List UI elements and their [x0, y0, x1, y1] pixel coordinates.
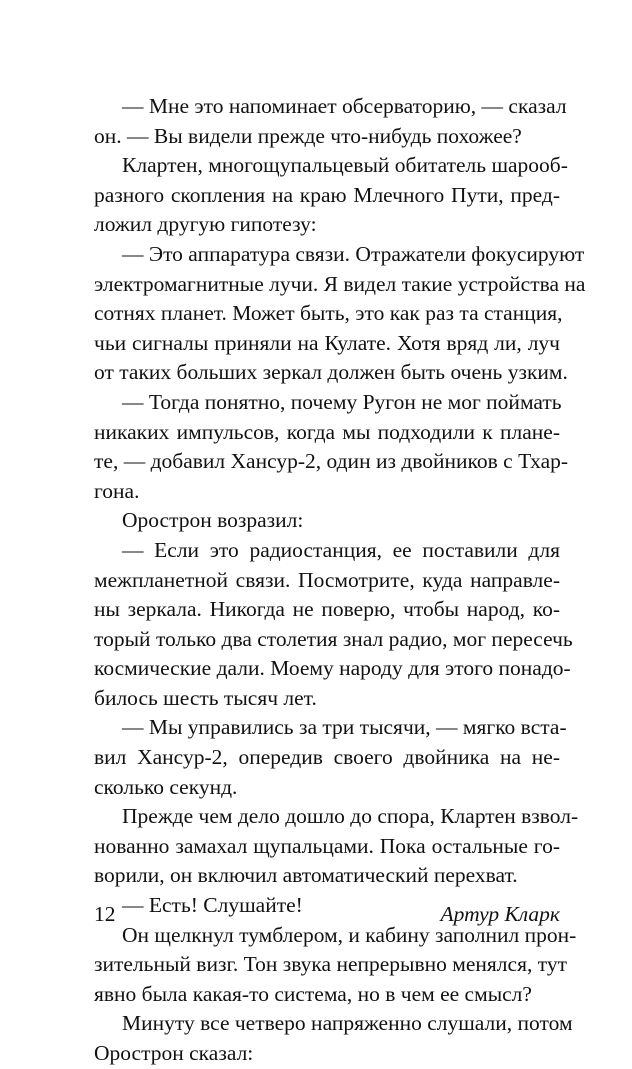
text-line: ны зеркала. Никогда не поверю, чтобы народ, ко-: [94, 597, 560, 622]
text-line: Минуту все четверо напряженно слушали, потом: [122, 1011, 573, 1036]
text-line: явно была какая-то система, но в чем ее смысл?: [94, 981, 532, 1006]
text-line: чьи сигналы приняли на Кулате. Хотя вряд ли, луч: [94, 330, 560, 355]
text-line: ложил другую гипотезу:: [94, 212, 317, 237]
text-line: — Мы управились за три тысячи, — мягко вста-: [122, 715, 567, 740]
text-line: Прежде чем дело дошло до спора, Клартен взвол-: [122, 804, 579, 829]
text-line: гона.: [94, 478, 140, 503]
text-line: торый только два столетия знал радио, мог пересечь: [94, 626, 573, 651]
text-line: вил Хансур-2, опередив своего двойника на не-: [94, 745, 560, 770]
text-line: ворили, он включил автоматический перехват.: [94, 863, 518, 888]
text-line: Он щелкнул тумблером, и кабину заполнил прон-: [122, 922, 577, 947]
text-line: никаких импульсов, когда мы подходили к плане-: [94, 419, 560, 444]
text-line: — Тогда понятно, почему Ругон не мог поймать: [122, 389, 562, 414]
text-line: сколько секунд.: [94, 774, 238, 799]
text-line: от таких больших зеркал должен быть очень узким.: [94, 360, 568, 385]
text-line: космические дали. Моему народу для этого понадо-: [94, 656, 571, 681]
text-line: — Если это радиостанция, ее поставили для: [122, 537, 560, 562]
text-line: — Есть! Слушайте!: [122, 893, 303, 918]
text-line: разного скопления на краю Млечного Пути, пред-: [94, 182, 560, 207]
text-line: — Это аппаратура связи. Отражатели фокусируют: [122, 241, 585, 266]
text-line: зительный визг. Тон звука непрерывно менялся, тут: [94, 952, 567, 977]
text-line: те, — добавил Хансур-2, один из двойников с Тхар-: [94, 449, 569, 474]
text-line: межпланетной связи. Посмотрите, куда направле-: [94, 567, 560, 592]
text-line: билось шесть тысяч лет.: [94, 685, 317, 710]
text-line: — Мне это напоминает обсерваторию, — сказал: [122, 94, 567, 118]
text-line: Орострон возразил:: [122, 508, 304, 533]
text-line: электромагнитные лучи. Я видел такие устройства на: [94, 271, 586, 296]
page-footer: [94, 902, 560, 932]
text-line: сотнях планет. Может быть, это как раз та станция,: [94, 301, 563, 326]
text-line: Орострон сказал:: [94, 1041, 254, 1065]
page-number: 12: [94, 902, 116, 926]
text-line: он. — Вы видели прежде что-нибудь похожее?: [94, 123, 522, 148]
text-line: нованно замахал щупальцами. Пока остальные го-: [94, 833, 560, 858]
running-author: Артур Кларк: [440, 902, 560, 926]
text-line: Клартен, многощупальцевый обитатель шарооб-: [122, 153, 568, 178]
